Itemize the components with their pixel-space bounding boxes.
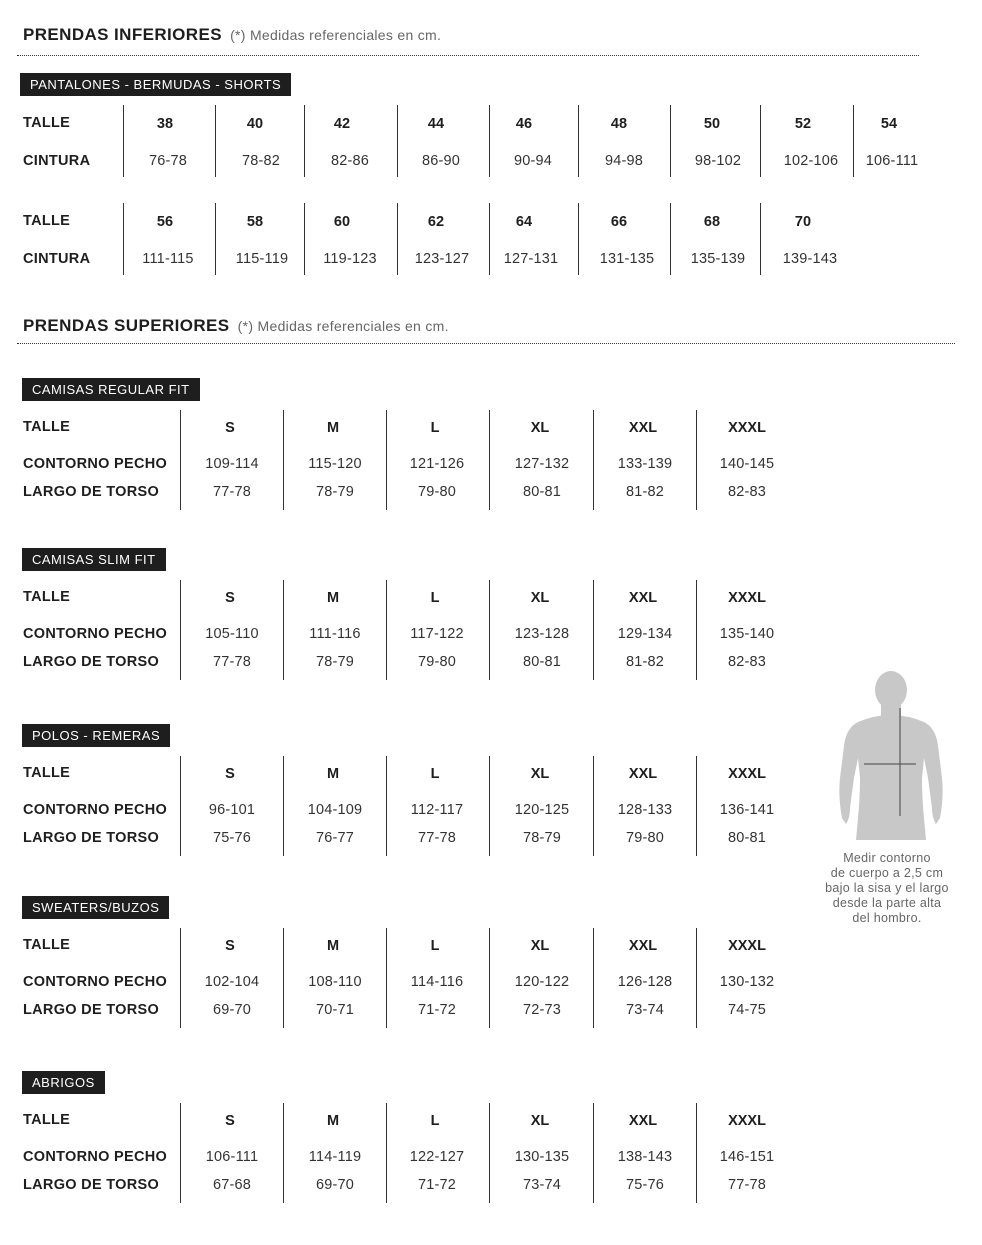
label-cintura: CINTURA bbox=[23, 153, 91, 169]
size-cell: L bbox=[430, 420, 440, 436]
size-cell: 66 bbox=[610, 214, 628, 230]
size-cell: XL bbox=[530, 590, 550, 606]
label-largo-torso: LARGO DE TORSO bbox=[23, 1177, 160, 1193]
label-contorno-pecho: CONTORNO PECHO bbox=[23, 974, 168, 990]
size-cell: 42 bbox=[333, 116, 351, 132]
size-cell: S bbox=[225, 420, 235, 436]
waist-cell: 135-139 bbox=[690, 251, 746, 267]
column-divider bbox=[123, 105, 124, 177]
label-largo-torso: LARGO DE TORSO bbox=[23, 654, 160, 670]
torso-cell: 81-82 bbox=[625, 654, 665, 670]
chest-cell: 114-119 bbox=[308, 1149, 362, 1165]
chest-cell: 127-132 bbox=[514, 456, 570, 472]
waist-cell: 123-127 bbox=[414, 251, 470, 267]
column-divider bbox=[853, 105, 854, 177]
waist-cell: 111-115 bbox=[142, 251, 194, 267]
column-divider bbox=[283, 756, 284, 856]
column-divider bbox=[215, 203, 216, 275]
torso-cell: 78-79 bbox=[315, 654, 355, 670]
lower-title-text: PRENDAS INFERIORES bbox=[23, 25, 222, 44]
size-cell: 60 bbox=[333, 214, 351, 230]
size-cell: XXXL bbox=[728, 420, 766, 436]
chest-cell: 136-141 bbox=[719, 802, 775, 818]
column-divider bbox=[386, 580, 387, 680]
column-divider bbox=[180, 410, 181, 510]
size-cell: M bbox=[326, 1113, 340, 1129]
column-divider bbox=[696, 410, 697, 510]
caption-line: Medir contorno bbox=[843, 851, 931, 865]
torso-cell: 77-78 bbox=[212, 654, 252, 670]
column-divider bbox=[215, 105, 216, 177]
chest-cell: 112-117 bbox=[410, 802, 464, 818]
column-divider bbox=[489, 928, 490, 1028]
size-cell: 56 bbox=[156, 214, 174, 230]
column-divider bbox=[386, 1103, 387, 1203]
chest-cell: 128-133 bbox=[617, 802, 673, 818]
measure-caption bbox=[812, 851, 962, 926]
lower-divider bbox=[17, 55, 919, 56]
label-talle: TALLE bbox=[23, 419, 71, 435]
column-divider bbox=[696, 756, 697, 856]
chest-cell: 108-110 bbox=[308, 974, 362, 990]
torso-cell: 77-78 bbox=[417, 830, 457, 846]
column-divider bbox=[760, 203, 761, 275]
size-cell: L bbox=[430, 766, 440, 782]
label-cintura: CINTURA bbox=[23, 251, 91, 267]
size-cell: M bbox=[326, 420, 340, 436]
waist-cell: 94-98 bbox=[604, 153, 644, 169]
torso-cell: 82-83 bbox=[727, 654, 767, 670]
size-cell: XL bbox=[530, 420, 550, 436]
chest-cell: 121-126 bbox=[409, 456, 465, 472]
size-cell: 48 bbox=[610, 116, 628, 132]
size-cell: XXXL bbox=[728, 590, 766, 606]
torso-cell: 79-80 bbox=[625, 830, 665, 846]
torso-cell: 81-82 bbox=[625, 484, 665, 500]
tag-upper-table: CAMISAS SLIM FIT bbox=[22, 548, 166, 571]
torso-cell: 79-80 bbox=[417, 484, 457, 500]
size-cell: M bbox=[326, 766, 340, 782]
column-divider bbox=[386, 756, 387, 856]
chest-cell: 140-145 bbox=[719, 456, 775, 472]
column-divider bbox=[489, 756, 490, 856]
label-contorno-pecho: CONTORNO PECHO bbox=[23, 456, 168, 472]
torso-cell: 74-75 bbox=[727, 1002, 767, 1018]
upper-divider bbox=[17, 343, 955, 344]
torso-cell: 72-73 bbox=[522, 1002, 562, 1018]
column-divider bbox=[489, 580, 490, 680]
size-cell: L bbox=[430, 590, 440, 606]
column-divider bbox=[386, 410, 387, 510]
size-cell: 52 bbox=[794, 116, 812, 132]
size-cell: 70 bbox=[794, 214, 812, 230]
column-divider bbox=[696, 928, 697, 1028]
caption-line: de cuerpo a 2,5 cm bbox=[830, 866, 944, 880]
waist-cell: 78-82 bbox=[241, 153, 281, 169]
label-largo-torso: LARGO DE TORSO bbox=[23, 830, 160, 846]
column-divider bbox=[593, 928, 594, 1028]
column-divider bbox=[489, 410, 490, 510]
chest-cell: 146-151 bbox=[719, 1149, 775, 1165]
torso-cell: 71-72 bbox=[417, 1002, 457, 1018]
size-cell: XXL bbox=[628, 1113, 658, 1129]
chest-cell: 115-120 bbox=[308, 456, 362, 472]
waist-cell: 131-135 bbox=[599, 251, 655, 267]
column-divider bbox=[397, 105, 398, 177]
chest-cell: 130-132 bbox=[719, 974, 775, 990]
torso-cell: 78-79 bbox=[522, 830, 562, 846]
upper-garments-title bbox=[23, 316, 449, 336]
upper-note: (*) Medidas referenciales en cm. bbox=[237, 318, 449, 334]
caption-line: del hombro. bbox=[852, 911, 922, 925]
column-divider bbox=[696, 1103, 697, 1203]
torso-cell: 75-76 bbox=[625, 1177, 665, 1193]
torso-cell: 76-77 bbox=[315, 830, 355, 846]
size-cell: XXL bbox=[628, 590, 658, 606]
size-cell: XXL bbox=[628, 938, 658, 954]
lower-garments-title bbox=[23, 25, 441, 45]
torso-cell: 80-81 bbox=[727, 830, 767, 846]
column-divider bbox=[593, 1103, 594, 1203]
torso-cell: 80-81 bbox=[522, 484, 562, 500]
tag-upper-table: CAMISAS REGULAR FIT bbox=[22, 378, 200, 401]
waist-cell: 127-131 bbox=[503, 251, 559, 267]
size-cell: XXL bbox=[628, 766, 658, 782]
size-cell: S bbox=[225, 766, 235, 782]
column-divider bbox=[283, 928, 284, 1028]
lower-note: (*) Medidas referenciales en cm. bbox=[230, 27, 442, 43]
column-divider bbox=[304, 203, 305, 275]
torso-cell: 80-81 bbox=[522, 654, 562, 670]
column-divider bbox=[578, 203, 579, 275]
label-talle: TALLE bbox=[23, 937, 71, 953]
size-cell: XXXL bbox=[728, 938, 766, 954]
column-divider bbox=[180, 928, 181, 1028]
label-talle: TALLE bbox=[23, 1112, 71, 1128]
torso-cell: 69-70 bbox=[212, 1002, 252, 1018]
chest-cell: 96-101 bbox=[208, 802, 256, 818]
tag-upper-table: POLOS - REMERAS bbox=[22, 724, 170, 747]
size-cell: XL bbox=[530, 766, 550, 782]
torso-cell: 75-76 bbox=[212, 830, 252, 846]
label-talle: TALLE bbox=[23, 213, 71, 229]
size-cell: 68 bbox=[703, 214, 721, 230]
size-cell: S bbox=[225, 590, 235, 606]
size-cell: 38 bbox=[156, 116, 174, 132]
torso-cell: 73-74 bbox=[522, 1177, 562, 1193]
chest-cell: 111-116 bbox=[309, 626, 361, 642]
column-divider bbox=[283, 410, 284, 510]
chest-cell: 123-128 bbox=[514, 626, 570, 642]
torso-cell: 77-78 bbox=[727, 1177, 767, 1193]
label-contorno-pecho: CONTORNO PECHO bbox=[23, 1149, 168, 1165]
torso-cell: 77-78 bbox=[212, 484, 252, 500]
size-cell: 50 bbox=[703, 116, 721, 132]
waist-cell: 86-90 bbox=[421, 153, 461, 169]
size-cell: 46 bbox=[515, 116, 533, 132]
waist-cell: 115-119 bbox=[235, 251, 289, 267]
waist-cell: 98-102 bbox=[694, 153, 742, 169]
size-cell: M bbox=[326, 938, 340, 954]
waist-cell: 102-106 bbox=[783, 153, 839, 169]
chest-cell: 122-127 bbox=[409, 1149, 465, 1165]
size-cell: S bbox=[225, 938, 235, 954]
size-cell: S bbox=[225, 1113, 235, 1129]
torso-cell: 67-68 bbox=[212, 1177, 252, 1193]
size-cell: 40 bbox=[246, 116, 264, 132]
torso-cell: 69-70 bbox=[315, 1177, 355, 1193]
label-largo-torso: LARGO DE TORSO bbox=[23, 1002, 160, 1018]
column-divider bbox=[578, 105, 579, 177]
column-divider bbox=[180, 756, 181, 856]
size-cell: 64 bbox=[515, 214, 533, 230]
size-cell: XXXL bbox=[728, 1113, 766, 1129]
column-divider bbox=[180, 580, 181, 680]
chest-cell: 129-134 bbox=[617, 626, 673, 642]
label-talle: TALLE bbox=[23, 589, 71, 605]
upper-title-text: PRENDAS SUPERIORES bbox=[23, 316, 230, 335]
chest-cell: 120-125 bbox=[514, 802, 570, 818]
torso-cell: 73-74 bbox=[625, 1002, 665, 1018]
tag-upper-table: ABRIGOS bbox=[22, 1071, 105, 1094]
waist-cell: 106-111 bbox=[865, 153, 919, 169]
size-cell: L bbox=[430, 1113, 440, 1129]
column-divider bbox=[386, 928, 387, 1028]
size-cell: L bbox=[430, 938, 440, 954]
column-divider bbox=[489, 105, 490, 177]
chest-cell: 114-116 bbox=[410, 974, 464, 990]
size-cell: XXXL bbox=[728, 766, 766, 782]
column-divider bbox=[123, 203, 124, 275]
torso-cell: 79-80 bbox=[417, 654, 457, 670]
label-contorno-pecho: CONTORNO PECHO bbox=[23, 626, 168, 642]
chest-cell: 130-135 bbox=[514, 1149, 570, 1165]
torso-cell: 82-83 bbox=[727, 484, 767, 500]
size-cell: XXL bbox=[628, 420, 658, 436]
chest-cell: 106-111 bbox=[205, 1149, 259, 1165]
chest-cell: 109-114 bbox=[205, 456, 259, 472]
column-divider bbox=[593, 580, 594, 680]
waist-cell: 90-94 bbox=[513, 153, 553, 169]
column-divider bbox=[670, 105, 671, 177]
column-divider bbox=[489, 203, 490, 275]
chest-cell: 135-140 bbox=[719, 626, 775, 642]
tag-upper-table: SWEATERS/BUZOS bbox=[22, 896, 169, 919]
torso-cell: 70-71 bbox=[315, 1002, 355, 1018]
size-cell: 54 bbox=[880, 116, 898, 132]
column-divider bbox=[593, 756, 594, 856]
column-divider bbox=[593, 410, 594, 510]
chest-cell: 102-104 bbox=[204, 974, 260, 990]
tag-pantalones: PANTALONES - BERMUDAS - SHORTS bbox=[20, 73, 291, 96]
waist-cell: 119-123 bbox=[323, 251, 377, 267]
column-divider bbox=[304, 105, 305, 177]
caption-line: desde la parte alta bbox=[832, 896, 942, 910]
body-measure-icon bbox=[836, 668, 946, 843]
column-divider bbox=[283, 580, 284, 680]
chest-cell: 104-109 bbox=[307, 802, 363, 818]
chest-cell: 138-143 bbox=[617, 1149, 673, 1165]
chest-cell: 120-122 bbox=[514, 974, 570, 990]
waist-cell: 76-78 bbox=[148, 153, 188, 169]
column-divider bbox=[180, 1103, 181, 1203]
column-divider bbox=[283, 1103, 284, 1203]
label-contorno-pecho: CONTORNO PECHO bbox=[23, 802, 168, 818]
column-divider bbox=[670, 203, 671, 275]
caption-line: bajo la sisa y el largo bbox=[825, 881, 949, 895]
chest-cell: 117-122 bbox=[410, 626, 464, 642]
column-divider bbox=[397, 203, 398, 275]
size-cell: XL bbox=[530, 1113, 550, 1129]
size-cell: 44 bbox=[427, 116, 445, 132]
size-cell: 58 bbox=[246, 214, 264, 230]
chest-cell: 133-139 bbox=[617, 456, 673, 472]
waist-cell: 82-86 bbox=[330, 153, 370, 169]
torso-cell: 78-79 bbox=[315, 484, 355, 500]
size-cell: 62 bbox=[427, 214, 445, 230]
chest-cell: 105-110 bbox=[205, 626, 259, 642]
column-divider bbox=[760, 105, 761, 177]
size-cell: M bbox=[326, 590, 340, 606]
torso-cell: 71-72 bbox=[417, 1177, 457, 1193]
column-divider bbox=[489, 1103, 490, 1203]
label-talle: TALLE bbox=[23, 115, 71, 131]
size-cell: XL bbox=[530, 938, 550, 954]
chest-cell: 126-128 bbox=[617, 974, 673, 990]
label-talle: TALLE bbox=[23, 765, 71, 781]
waist-cell: 139-143 bbox=[782, 251, 838, 267]
column-divider bbox=[696, 580, 697, 680]
label-largo-torso: LARGO DE TORSO bbox=[23, 484, 160, 500]
